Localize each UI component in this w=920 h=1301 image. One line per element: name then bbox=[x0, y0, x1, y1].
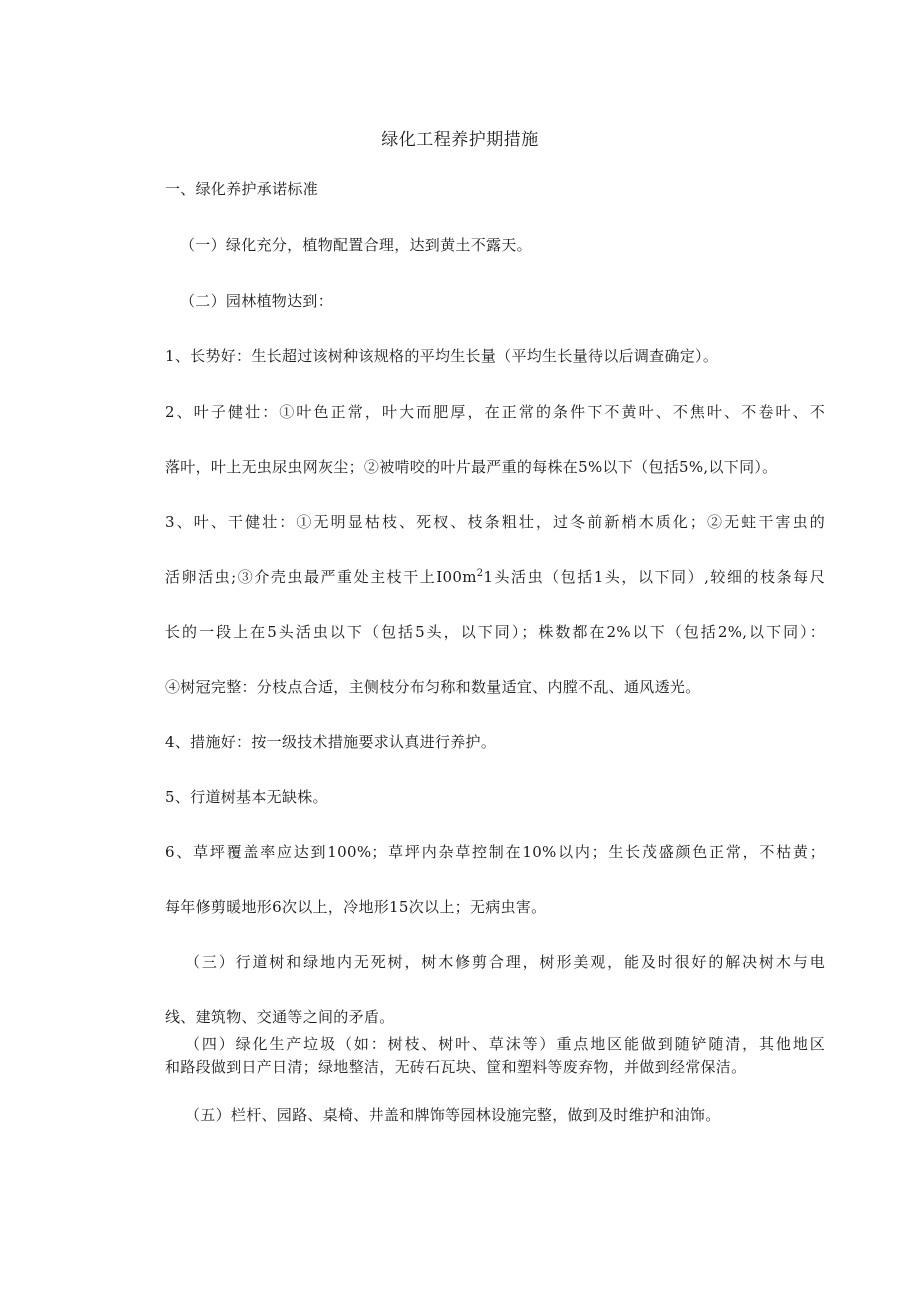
paragraph-3-line-1: （三）行道树和绿地内无死树，树木修剪合理，树形美观，能及时很好的解决树木与电 bbox=[185, 953, 825, 971]
item-3-line-2 bbox=[165, 566, 825, 588]
item-3-line-2-text-a: 活卵活虫;③介壳虫最严重处主枝干上I00m bbox=[165, 568, 477, 586]
item-3-line-4: ④树冠完整：分枝点合适，主侧枝分布匀称和数量适宜、内膛不乱、通风透光。 bbox=[165, 678, 701, 696]
item-2-line-1: 2、叶子健壮：①叶色正常，叶大而肥厚，在正常的条件下不黄叶、不焦叶、不卷叶、不 bbox=[165, 403, 825, 421]
item-3-line-3: 长的一段上在5头活虫以下（包括5头，以下同）；株数都在2%以下（包括2%,以下同）： bbox=[165, 623, 825, 641]
item-2-line-2: 落叶，叶上无虫尿虫网灰尘；②被啃咬的叶片最严重的每株在5%以下（包括5%,以下同）。 bbox=[165, 458, 778, 476]
item-4: 4、措施好：按一级技术措施要求认真进行养护。 bbox=[165, 733, 497, 751]
item-3-line-1: 3、叶、干健壮：①无明显枯枝、死杈、枝条粗壮，过冬前新梢木质化；②无蛀干害虫的 bbox=[165, 513, 825, 531]
item-1: 1、长势好：生长超过该树种该规格的平均生长量（平均生长量待以后调查确定）。 bbox=[165, 347, 719, 365]
item-5: 5、行道树基本无缺株。 bbox=[165, 788, 328, 806]
paragraph-3-line-2: 线、建筑物、交通等之间的矛盾。 bbox=[165, 1008, 395, 1026]
item-3-line-2-text-b: 1头活虫（包括1头，以下同）,较细的枝条每尺 bbox=[483, 568, 825, 586]
paragraph-2: （二）园林植物达到： bbox=[180, 292, 334, 310]
item-6-line-2: 每年修剪暖地形6次以上，冷地形15次以上；无病虫害。 bbox=[165, 898, 547, 916]
section-heading: 一、绿化养护承诺标准 bbox=[165, 180, 319, 198]
item-6-line-1: 6、草坪覆盖率应达到100%；草坪内杂草控制在10%以内；生长茂盛颜色正常，不枯黄； bbox=[165, 843, 825, 861]
paragraph-4-line-2: 和路段做到日产日清；绿地整洁，无砖石瓦块、筐和塑料等废弃物，并做到经常保洁。 bbox=[165, 1058, 747, 1076]
superscript: 2 bbox=[476, 568, 484, 579]
paragraph-4-line-1: （四）绿化生产垃圾（如：树枝、树叶、草沫等）重点地区能做到随铲随清，其他地区 bbox=[185, 1035, 825, 1053]
paragraph-1: （一）绿化充分，植物配置合理，达到黄土不露天。 bbox=[180, 236, 532, 254]
document-title: 绿化工程养护期措施 bbox=[381, 130, 539, 150]
paragraph-5: （五）栏杆、园路、桌椅、井盖和牌饰等园林设施完整，做到及时维护和油饰。 bbox=[185, 1106, 721, 1124]
